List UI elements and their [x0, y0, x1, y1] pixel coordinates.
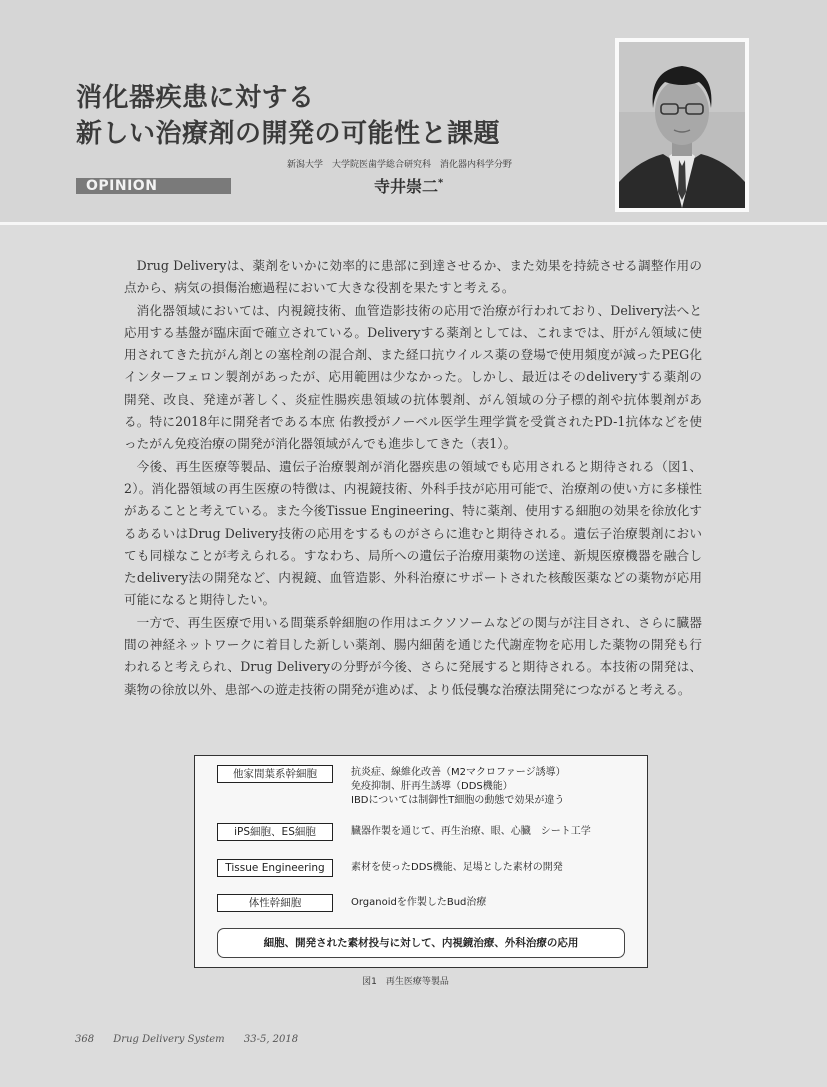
journal-name: Drug Delivery System	[113, 1034, 225, 1045]
figure-desc-line: 免疫抑制、肝再生誘導（DDS機能）	[351, 781, 513, 792]
figure-label-msc: 他家間葉系幹細胞	[217, 765, 333, 783]
header-divider	[0, 222, 827, 225]
body-paragraph: 一方で、再生医療で用いる間葉系幹細胞の作用はエクソソームなどの関与が注目され、さらに臓器間の神経ネットワークに着目した新しい薬剤、腸内細菌を通じた代謝産物を応用した薬物の開発も行われると考えられ、Drug Deliveryの分野が今後、さらに発展すると期待される。本技術の開発は、薬物の徐放以外、患部への遊走技術の開発が進めば、より低侵襲な治療法開発につながると考える。	[124, 614, 702, 697]
author-photo	[615, 38, 749, 212]
author-name-text: 寺井崇二	[374, 177, 439, 196]
author-name	[374, 174, 443, 197]
figure-desc-line: Organoidを作製したBud治療	[351, 897, 487, 908]
body-paragraph: 今後、再生医療等製品、遺伝子治療製剤が消化器疾患の領域でも応用されると期待される（図1、2）。消化器領域の再生医療の特徴は、内視鏡技術、外科手技が応用可能で、治療剤の使い方に多様性があることと考えている。また今後Tissue Engineering、特に薬剤、使用する細胞の効果を徐放化するあるいはDrug Delivery技術の応用をするものがさらに進むと期待される。遺伝子治療製剤においても同様なことが考えられる。すなわち、局所への遺伝子治療用薬物の送達、新規医療機器を融合したdelivery法の開発など、内視鏡、血管造影、外科治療にサポートされた核酸医薬などの薬物が応用可能になると期待したい。	[124, 458, 702, 608]
figure-1	[194, 755, 648, 968]
author-portrait-image	[619, 42, 745, 208]
figure-desc-line: IBDについては制御性T細胞の動態で効果が違う	[351, 795, 565, 806]
title-line-1: 消化器疾患に対する	[76, 83, 315, 113]
body-paragraph: 消化器領域においては、内視鏡技術、血管造影技術の応用で治療が行われており、Delivery法へと応用する基盤が臨床面で確立されている。Deliveryする薬剤としては、これまでは、肝がん領域に使用されてきた抗がん剤との塞栓剤の混合剤、また経口抗ウイルス薬の登場で使用頻度が減ったPEG化インターフェロン製剤があったが、応用範囲は少なかった。しかし、最近はそのdeliveryする薬剤の開発、改良、発達が著しく、炎症性腸疾患領域の抗体製剤、がん領域の分子標的剤や抗体製剤がある。特に2018年に開発者である本庶 佑教授がノーベル医学生理学賞を受賞されたPD-1抗体などを使ったがん免疫治療の開発が消化器領域がんでも進歩してきた（表1）。	[124, 302, 702, 452]
figure-label-somatic: 体性幹細胞	[217, 894, 333, 912]
figure-desc-line: 臓器作製を通じて、再生治療、眼、心臓 シート工学	[351, 826, 591, 837]
page-number: 368	[75, 1034, 95, 1045]
figure-desc-somatic	[351, 896, 486, 910]
journal-volume: 33-5, 2018	[243, 1034, 299, 1045]
page-footer	[75, 1034, 314, 1045]
figure-desc-msc	[351, 766, 566, 808]
figure-desc-tissue-engineering	[351, 861, 563, 875]
figure-desc-line: 抗炎症、線維化改善（M2マクロファージ誘導）	[351, 767, 566, 778]
figure-label-tissue-engineering: Tissue Engineering	[217, 859, 333, 877]
figure-bottom-box: 細胞、開発された素材投与に対して、内視鏡治療、外科治療の応用	[217, 928, 625, 958]
author-mark: *	[438, 177, 444, 189]
figure-desc-ips	[351, 825, 591, 839]
figure-caption-text: 図1 再生医療等製品	[362, 977, 449, 987]
article-title	[76, 80, 500, 152]
header-band	[0, 0, 827, 222]
author-affiliation: 新潟大学 大学院医歯学総合研究科 消化器内科学分野	[287, 160, 513, 170]
figure-label-ips: iPS細胞、ES細胞	[217, 823, 333, 841]
body-paragraph: Drug Deliveryは、薬剤をいかに効率的に患部に到達させるか、また効果を持続させる調整作用の点から、病気の損傷治癒過程において大きな役割を果たすと考える。	[124, 258, 702, 296]
opinion-badge: OPINION	[76, 178, 231, 194]
article-body	[124, 255, 702, 701]
figure-desc-line: 素材を使ったDDS機能、足場とした素材の開発	[351, 862, 563, 873]
figure-caption	[0, 974, 827, 987]
title-line-2: 新しい治療剤の開発の可能性と課題	[76, 119, 501, 149]
